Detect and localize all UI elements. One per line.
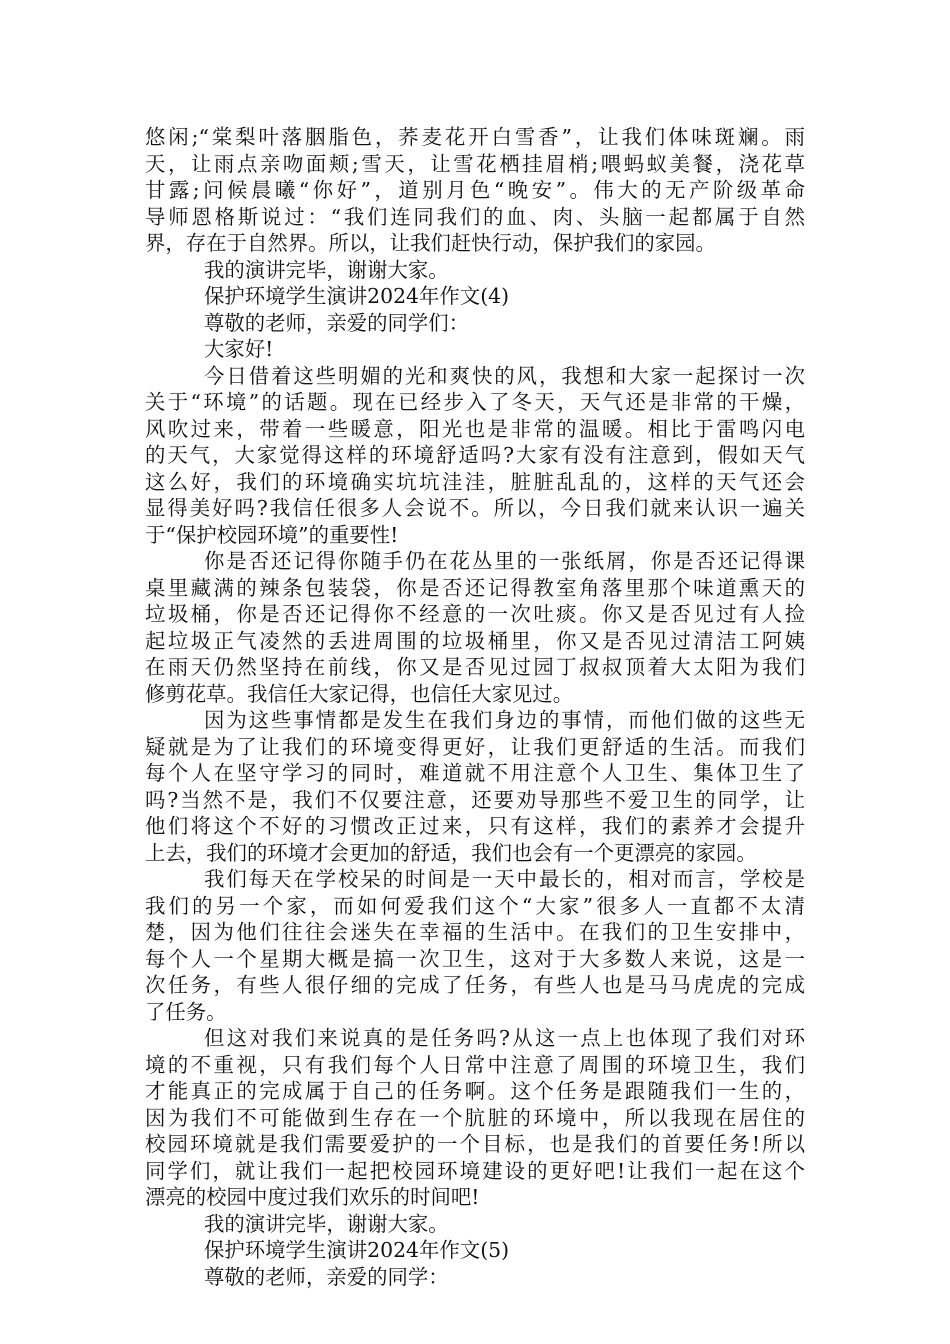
text-line: 漂亮的校园中度过我们欢乐的时间吧! (145, 1185, 480, 1209)
text-line: 甘露;问候晨曦“你好”，道别月色“晚安”。伟大的无产阶级革命 (145, 178, 805, 202)
text-line: 上去，我们的环境才会更加的舒适，我们也会有一个更漂亮的家园。 (145, 840, 757, 865)
text-line: 他们将这个不好的习惯改正过来，只有这样，我们的素养才会提升 (145, 814, 805, 838)
text-line: 你是否还记得你随手仍在花丛里的一张纸屑，你是否还记得课 (204, 549, 805, 573)
text-line: 今日借着这些明媚的光和爽快的风，我想和大家一起探讨一次 (204, 363, 805, 388)
text-line: 大家好! (204, 337, 274, 361)
text-line: 尊敬的老师，亲爱的同学们： (204, 310, 470, 335)
text-line: 界，存在于自然界。所以，让我们赶快行动，保护我们的家园。 (145, 231, 716, 255)
text-line: 桌里藏满的辣条包装袋，你是否还记得教室角落里那个味道熏天的 (145, 575, 805, 600)
text-line: 因为我们不可能做到生存在一个肮脏的环境中，所以我现在居住的 (145, 1105, 805, 1130)
text-line: 我们的另一个家，而如何爱我们这个“大家”很多人一直都不太清 (145, 893, 805, 918)
text-line: 次任务，有些人很仔细的完成了任务，有些人也是马马虎虎的完成 (145, 973, 805, 997)
text-line: 疑就是为了让我们的环境变得更好，让我们更舒适的生活。而我们 (145, 734, 805, 759)
text-line: 同学们，就让我们一起把校园环境建设的更好吧!让我们一起在这个 (145, 1158, 805, 1183)
text-line: 尊敬的老师，亲爱的同学： (204, 1264, 449, 1289)
text-line: 保护环境学生演讲2024年作文(5) (204, 1238, 510, 1262)
text-line: 境的不重视，只有我们每个人日常中注意了周围的环境卫生，我们 (145, 1052, 805, 1077)
text-line: 垃圾桶，你是否还记得你不经意的一次吐痰。你又是否见过有人捡 (145, 602, 805, 626)
text-line: 风吹过来，带着一些暖意，阳光也是非常的温暖。相比于雷鸣闪电 (145, 416, 805, 441)
text-line: 因为这些事情都是发生在我们身边的事情，而他们做的这些无 (204, 708, 805, 732)
text-line: 我的演讲完毕，谢谢大家。 (204, 1211, 449, 1236)
text-line: 每个人一个星期大概是搞一次卫生，这对于大多数人来说，这是一 (145, 946, 805, 971)
text-line: 显得美好吗?我信任很多人会说不。所以，今日我们就来认识一遍关 (145, 496, 805, 520)
text-line: 每个人在坚守学习的同时，难道就不用注意个人卫生、集体卫生了 (145, 761, 805, 785)
text-line: 我的演讲完毕，谢谢大家。 (204, 257, 449, 282)
text-line: 的天气，大家觉得这样的环境舒适吗?大家有没有注意到，假如天气 (145, 443, 805, 467)
text-line: 起垃圾正气凌然的丢进周围的垃圾桶里，你又是否见过清洁工阿姨 (145, 628, 805, 653)
text-line: 校园环境就是我们需要爱护的一个目标，也是我们的首要任务!所以 (145, 1132, 805, 1156)
text-line: 在雨天仍然坚持在前线，你又是否见过园丁叔叔顶着大太阳为我们 (145, 655, 805, 679)
text-line: 保护环境学生演讲2024年作文(4) (204, 284, 510, 308)
text-line: 这么好，我们的环境确实坑坑洼洼，脏脏乱乱的，这样的天气还会 (145, 469, 805, 494)
text-line: 关于“环境”的话题。现在已经步入了冬天，天气还是非常的干燥， (145, 390, 805, 414)
text-line: 天，让雨点亲吻面颊;雪天，让雪花栖挂眉梢;喂蚂蚁美餐，浇花草 (145, 151, 805, 176)
document-page (145, 124, 805, 1290)
text-line: 导师恩格斯说过：“我们连同我们的血、肉、头脑一起都属于自然 (145, 204, 805, 229)
text-line: 于“保护校园环境”的重要性! (145, 522, 399, 547)
text-line: 了任务。 (145, 999, 227, 1024)
text-line: 才能真正的完成属于自己的任务啊。这个任务是跟随我们一生的， (145, 1079, 805, 1103)
text-line: 吗?当然不是，我们不仅要注意，还要劝导那些不爱卫生的同学，让 (145, 787, 805, 812)
text-line: 但这对我们来说真的是任务吗?从这一点上也体现了我们对环 (204, 1026, 805, 1050)
text-line: 楚，因为他们往往会迷失在幸福的生活中。在我们的卫生安排中， (145, 920, 805, 944)
text-line: 修剪花草。我信任大家记得，也信任大家见过。 (145, 681, 574, 706)
text-line: 悠闲;“棠梨叶落胭脂色，荞麦花开白雪香”，让我们体味斑斓。雨 (145, 125, 805, 149)
text-line: 我们每天在学校呆的时间是一天中最长的，相对而言，学校是 (204, 867, 805, 891)
